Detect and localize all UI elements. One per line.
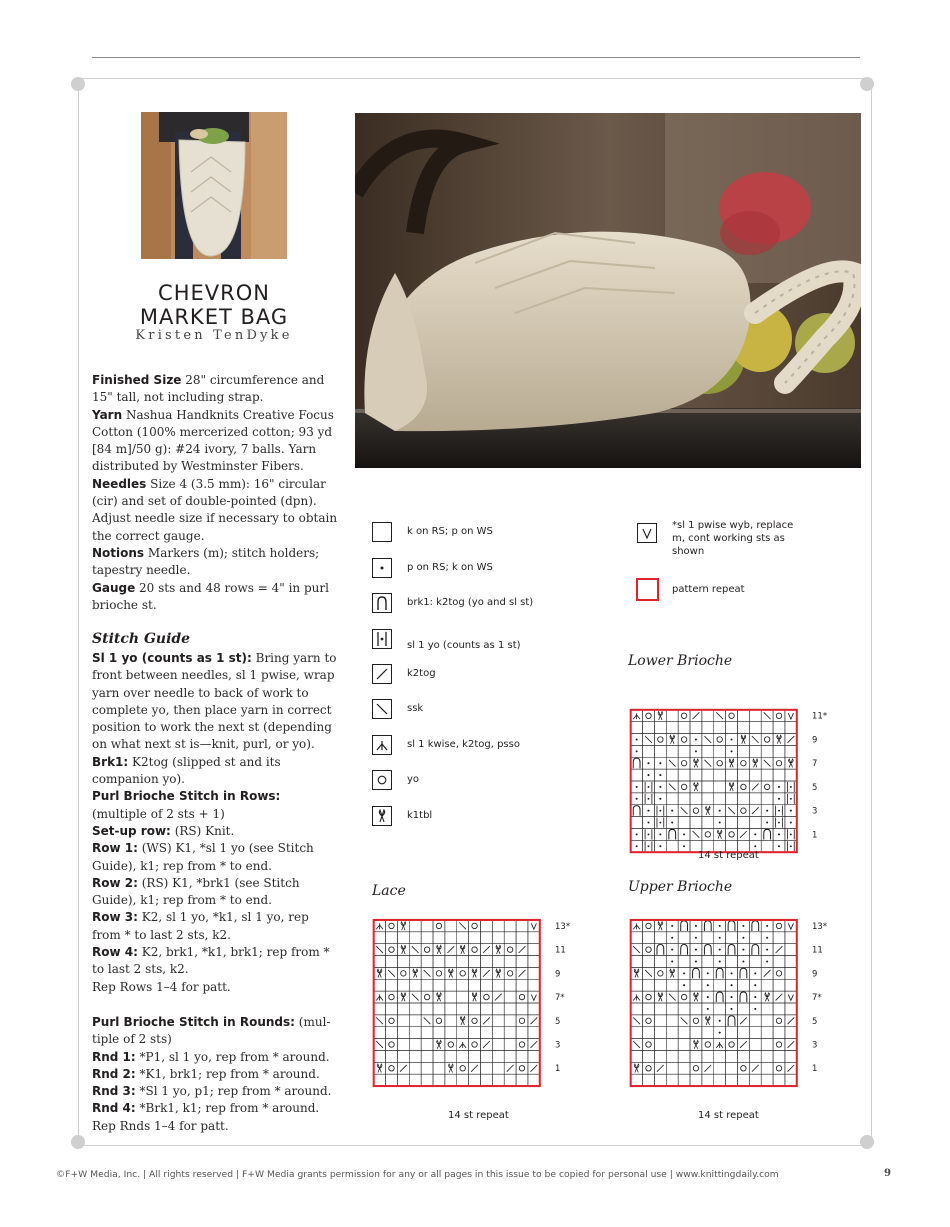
lace-repeat-caption: 14 st repeat xyxy=(448,1110,509,1121)
guide-entry xyxy=(92,875,338,910)
chart-title-upper-brioche: Upper Brioche xyxy=(628,879,733,895)
guide-entry xyxy=(92,823,338,840)
chart-row-label: 11* xyxy=(812,710,828,721)
guide-entry xyxy=(92,788,338,823)
guide-label: Purl Brioche Stitch in Rows: xyxy=(92,789,281,804)
chart-row-label: 3 xyxy=(812,805,818,816)
round-text: *K1, brk1; rep from * around. xyxy=(139,1066,320,1081)
title-line-1: CHEVRON xyxy=(158,281,270,305)
spec-notions xyxy=(92,545,338,580)
guide-text: (RS) Knit. xyxy=(174,823,235,838)
title-line-2: MARKET BAG xyxy=(139,305,289,329)
chart-row-label: 13* xyxy=(812,920,828,931)
chart-row-label: 5 xyxy=(812,1015,818,1026)
guide-label: Brk1: xyxy=(92,754,129,769)
legend-knit-label: k on RS; p on WS xyxy=(407,526,493,537)
legend-yo-icon xyxy=(372,770,392,790)
guide-text: Rep Rows 1–4 for patt. xyxy=(92,979,231,994)
chart-title-lower-brioche: Lower Brioche xyxy=(628,653,733,669)
legend-slyo-icon xyxy=(372,629,392,649)
legend-knit-icon xyxy=(372,522,392,542)
guide-entry xyxy=(92,909,338,944)
spec-text: Markers (m); stitch holders; tapestry needle. xyxy=(92,545,320,578)
legend-slyo-label: sl 1 yo (counts as 1 st) xyxy=(407,640,521,651)
chart-row-label: 9 xyxy=(812,968,818,979)
top-rule xyxy=(92,57,860,58)
frame-corner-top-right xyxy=(860,77,874,91)
spec-needles xyxy=(92,476,338,545)
legend-brk1-label: brk1: k2tog (yo and sl st) xyxy=(407,597,534,608)
chart-row-label: 5 xyxy=(812,781,818,792)
round-label: Rnd 3: xyxy=(92,1084,136,1099)
chart-row-label: 1 xyxy=(812,829,818,840)
chart-row-label: 7 xyxy=(812,758,818,769)
round-entry xyxy=(92,1014,338,1049)
legend-slip-wyb-icon xyxy=(637,523,657,543)
round-entry xyxy=(92,1100,338,1117)
chart-lace xyxy=(372,903,572,1103)
round-text: (mul-tiple of 2 sts) xyxy=(92,1015,331,1047)
chart-row-label: 11 xyxy=(555,944,566,955)
legend-k1tbl-label: k1tbl xyxy=(407,810,433,821)
legend-k2tog-label: k2tog xyxy=(407,668,436,679)
legend-brk1-icon xyxy=(372,593,392,613)
guide-text: K2tog (slipped st and its companion yo). xyxy=(92,754,281,787)
legend-k2tog-icon xyxy=(372,664,392,684)
chart-title-lace: Lace xyxy=(372,883,406,899)
guide-label: Row 2: xyxy=(92,875,138,890)
frame-corner-bottom-right xyxy=(860,1135,874,1149)
round-label: Rnd 2: xyxy=(92,1066,136,1081)
guide-text: Bring yarn to front between needles, sl 1 pwise, wrap yarn over needle to back of work to complete yo, then place yarn in correct position to work the next st (depending on what next st is—knit, purl, or yo). xyxy=(92,651,337,752)
legend-yo-label: yo xyxy=(407,774,420,785)
chart-row-label: 11 xyxy=(812,944,823,955)
chart-row-label: 3 xyxy=(555,1039,561,1050)
legend-ssk-icon xyxy=(372,699,392,719)
hero-photo xyxy=(355,113,861,468)
footer-copyright: ©F+W Media, Inc. | All rights reserved | F+W Media grants permission for any or all pages in this issue to be copied for personal use | www.knittingdaily.com xyxy=(56,1169,779,1180)
guide-text: (RS) K1, *brk1 (see Stitch Guide), k1; rep from * to end. xyxy=(92,875,300,908)
spec-text: 28" circumference and 15" tall, not including strap. xyxy=(92,373,325,405)
chart-row-label: 9 xyxy=(812,734,818,745)
upper-repeat-caption: 14 st repeat xyxy=(698,1110,759,1121)
guide-label: Row 3: xyxy=(92,910,138,925)
guide-text: K2, brk1, *k1, brk1; rep from * to last 2 sts, k2. xyxy=(92,945,330,977)
round-text: *Brk1, k1; rep from * around. xyxy=(139,1101,320,1116)
stitch-guide-block xyxy=(92,650,338,996)
guide-label: Set-up row: xyxy=(92,823,171,838)
guide-entry xyxy=(92,979,338,996)
legend-sk2p-icon xyxy=(372,735,392,755)
thumbnail-photo xyxy=(141,112,287,259)
guide-entry xyxy=(92,944,338,979)
guide-label: Sl 1 yo (counts as 1 st): xyxy=(92,651,252,665)
guide-entry xyxy=(92,650,338,754)
chart-row-label: 1 xyxy=(812,1063,818,1074)
legend-sk2p-label: sl 1 kwise, k2tog, psso xyxy=(407,739,520,750)
guide-label: Row 4: xyxy=(92,945,138,960)
guide-entry xyxy=(92,840,338,875)
guide-text: K2, sl 1 yo, *k1, sl 1 yo, rep from * to last 2 sts, k2. xyxy=(92,910,309,942)
round-label: Purl Brioche Stitch in Rounds: xyxy=(92,1015,295,1029)
spec-label: Notions xyxy=(92,545,145,560)
legend-k1tbl-icon xyxy=(372,806,392,826)
guide-label: Row 1: xyxy=(92,841,138,856)
frame-corner-bottom-left xyxy=(71,1135,85,1149)
specs-block xyxy=(92,372,338,614)
spec-yarn xyxy=(92,407,338,476)
guide-text: (multiple of 2 sts + 1) xyxy=(92,806,225,821)
spec-text: Size 4 (3.5 mm): 16" circular (cir) and set of double-pointed (dpn). Adjust needle size if necessary to obtain the correct gauge. xyxy=(92,476,338,543)
legend-ssk-label: ssk xyxy=(407,703,424,714)
thumbnail-illustration xyxy=(141,112,287,259)
chart-row-label: 3 xyxy=(812,1039,818,1050)
guide-entry xyxy=(92,754,338,789)
chart-row-label: 5 xyxy=(555,1015,561,1026)
legend-slip-wyb-label: *sl 1 pwise wyb, replace m, cont working sts as shown xyxy=(672,520,794,557)
round-text: *Sl 1 yo, p1; rep from * around. xyxy=(139,1084,332,1099)
chart-row-label: 13* xyxy=(555,920,571,931)
spec-label: Gauge xyxy=(92,580,136,595)
spec-finished-size xyxy=(92,372,338,407)
legend-purl-label: p on RS; k on WS xyxy=(407,562,493,573)
spec-text: Nashua Handknits Creative Focus Cotton (100% mercerized cotton; 93 yd [84 m]/50 g): #24 ivory, 7 balls. Yarn distributed by Westminster Fibers. xyxy=(92,407,334,474)
round-entry xyxy=(92,1066,338,1083)
round-entry xyxy=(92,1118,338,1135)
page-title xyxy=(92,281,336,329)
round-label: Rnd 1: xyxy=(92,1049,136,1064)
spec-label: Finished Size xyxy=(92,373,182,387)
round-entry xyxy=(92,1083,338,1100)
chart-row-label: 7* xyxy=(555,992,565,1003)
round-label: Rnd 4: xyxy=(92,1101,136,1116)
round-text: *P1, sl 1 yo, rep from * around. xyxy=(139,1049,330,1064)
spec-text: 20 sts and 48 rows = 4" in purl brioche st. xyxy=(92,580,329,612)
chart-upper-brioche xyxy=(629,903,829,1103)
legend-purl-icon xyxy=(372,558,392,578)
stitch-guide-heading: Stitch Guide xyxy=(92,631,191,647)
chart-row-label: 7* xyxy=(812,992,822,1003)
legend-repeat-icon xyxy=(636,578,659,601)
page-number: 9 xyxy=(884,1168,891,1179)
rounds-block xyxy=(92,1014,338,1135)
author-name: Kristen TenDyke xyxy=(135,328,293,343)
spec-gauge xyxy=(92,580,338,615)
lower-repeat-caption: 14 st repeat xyxy=(698,850,759,861)
spec-label: Needles xyxy=(92,476,147,491)
guide-text: (WS) K1, *sl 1 yo (see Stitch Guide), k1; rep from * to end. xyxy=(92,841,314,873)
spec-label: Yarn xyxy=(92,407,123,422)
frame-corner-top-left xyxy=(71,77,85,91)
legend-repeat-label: pattern repeat xyxy=(672,584,745,595)
chart-row-label: 9 xyxy=(555,968,561,979)
round-entry xyxy=(92,1049,338,1066)
round-text: Rep Rnds 1–4 for patt. xyxy=(92,1118,229,1133)
chart-row-label: 1 xyxy=(555,1063,561,1074)
hero-illustration xyxy=(355,113,861,468)
